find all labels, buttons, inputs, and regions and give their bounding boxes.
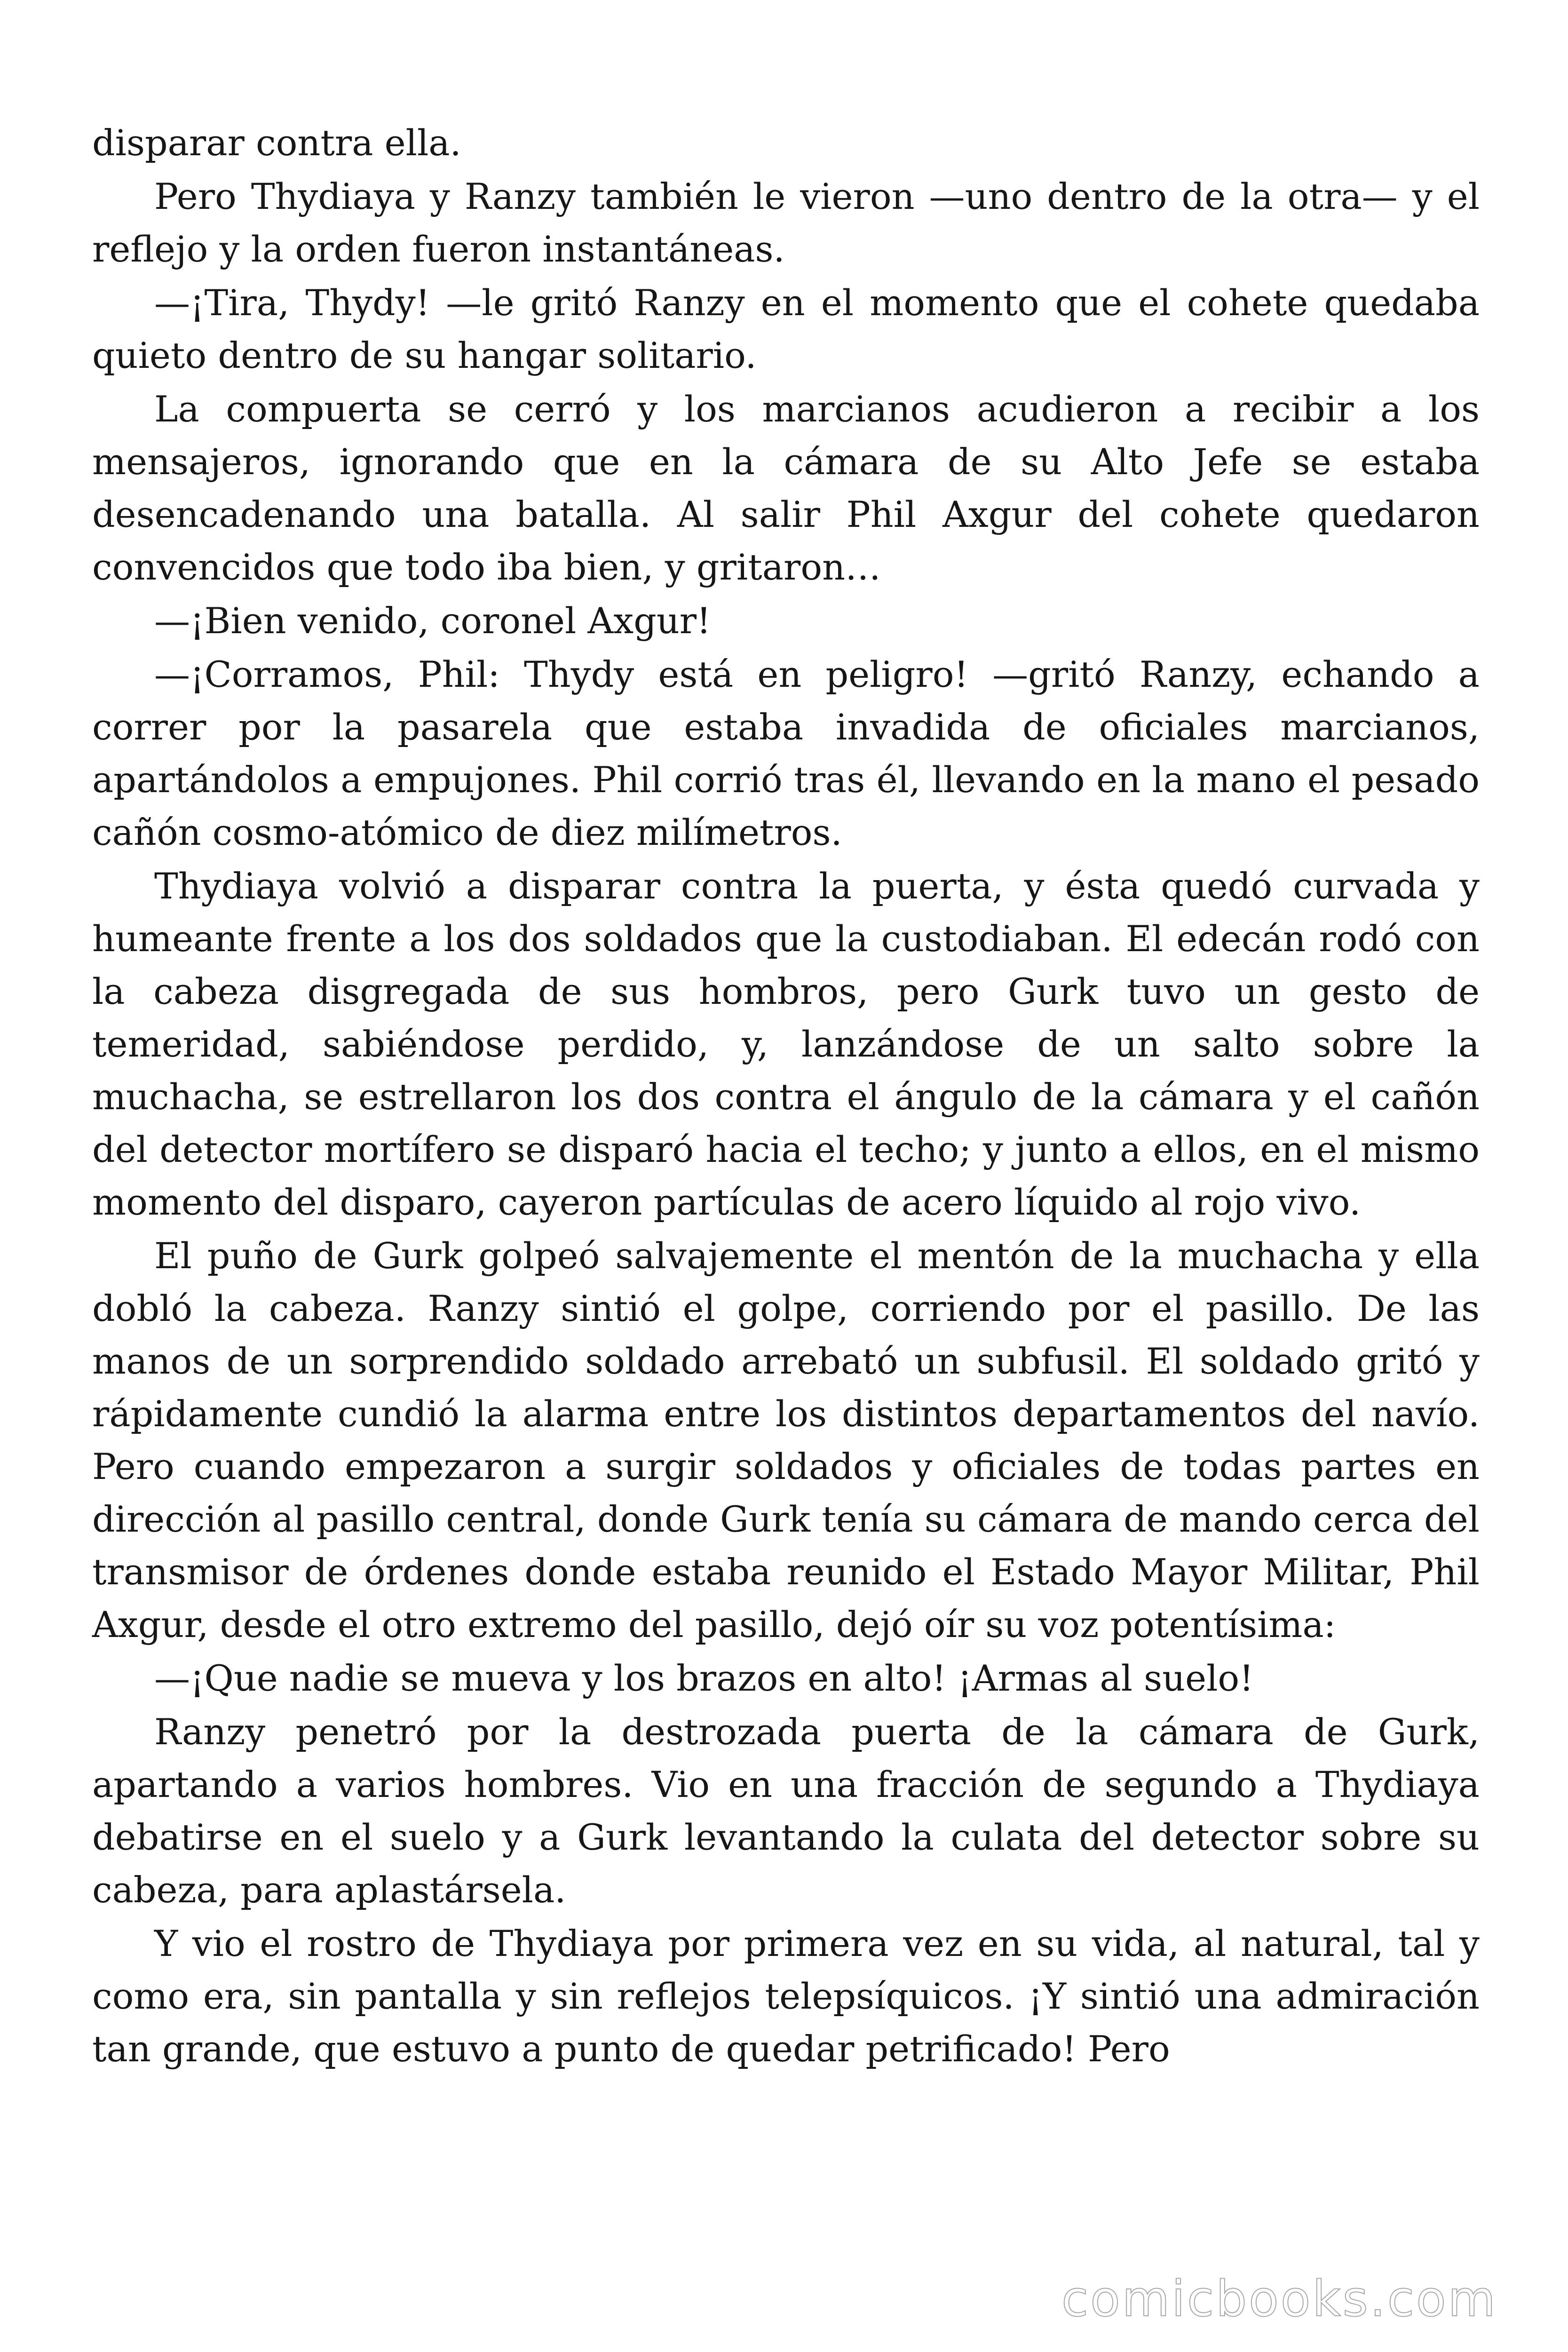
paragraph: El puño de Gurk golpeó salvajemente el mentón de la muchacha y ella dobló la cabeza. Ranzy sintió el golpe, corriendo por el pasillo. De las manos de un sorprendido soldado arrebató un subfusil. El soldado gritó y rápidamente cundió la alarma entre los distintos departamentos del navío. Pero cuando empezaron a surgir soldados y oficiales de todas partes en dirección al pasillo central, donde Gurk tenía su cámara de mando cerca del transmisor de órdenes donde estaba reunido el Estado Mayor Militar, Phil Axgur, desde el otro extremo del pasillo, dejó oír su voz potentísima:	[92, 1235, 1480, 1645]
paragraph: La compuerta se cerró y los marcianos acudieron a recibir a los mensajeros, ignorando que en la cámara de su Alto Jefe se estaba desencadenando una batalla. Al salir Phil Axgur del cohete quedaron convencidos que todo iba bien, y gritaron…	[92, 388, 1480, 588]
paragraph: disparar contra ella.	[92, 122, 461, 164]
paragraph: Thydiaya volvió a disparar contra la puerta, y ésta quedó curvada y humeante frente a los dos soldados que la custodiaban. El edecán rodó con la cabeza disgregada de sus hombros, pero Gurk tuvo un gesto de temeridad, sabiéndose perdido, y, lanzándose de un salto sobre la muchacha, se estrellaron los dos contra el ángulo de la cámara y el cañón del detector mortífero se disparó hacia el techo; y junto a ellos, en el mismo momento del disparo, cayeron partículas de acero líquido al rojo vivo.	[92, 865, 1480, 1223]
paragraph: —¡Bien venido, coronel Axgur!	[154, 600, 711, 642]
paragraph: Y vio el rostro de Thydiaya por primera vez en su vida, al natural, tal y como era, sin pantalla y sin reflejos telepsíquicos. ¡Y sintió una admiración tan grande, que estuvo a punto de quedar petrificado! Pero	[92, 1923, 1480, 2070]
paragraph: —¡Tira, Thydy! —le gritó Ranzy en el momento que el cohete quedaba quieto dentro de su hangar solitario.	[92, 282, 1480, 376]
paragraph: Pero Thydiaya y Ranzy también le vieron —uno dentro de la otra— y el reflejo y la orden fueron instantáneas.	[92, 175, 1480, 270]
paragraph: —¡Que nadie se mueva y los brazos en alto! ¡Armas al suelo!	[154, 1657, 1254, 1699]
page-body-text	[92, 117, 1480, 2075]
paragraph: —¡Corramos, Phil: Thydy está en peligro! —gritó Ranzy, echando a correr por la pasarela que estaba invadida de oficiales marcianos, apartándolos a empujones. Phil corrió tras él, llevando en la mano el pesado cañón cosmo-atómico de diez milímetros.	[92, 653, 1480, 853]
watermark: comicbooks.com	[1061, 2270, 1497, 2328]
paragraph: Ranzy penetró por la destrozada puerta de la cámara de Gurk, apartando a varios hombres. Vio en una fracción de segundo a Thydiaya debatirse en el suelo y a Gurk levantando la culata del detector sobre su cabeza, para aplastársela.	[92, 1711, 1480, 1911]
